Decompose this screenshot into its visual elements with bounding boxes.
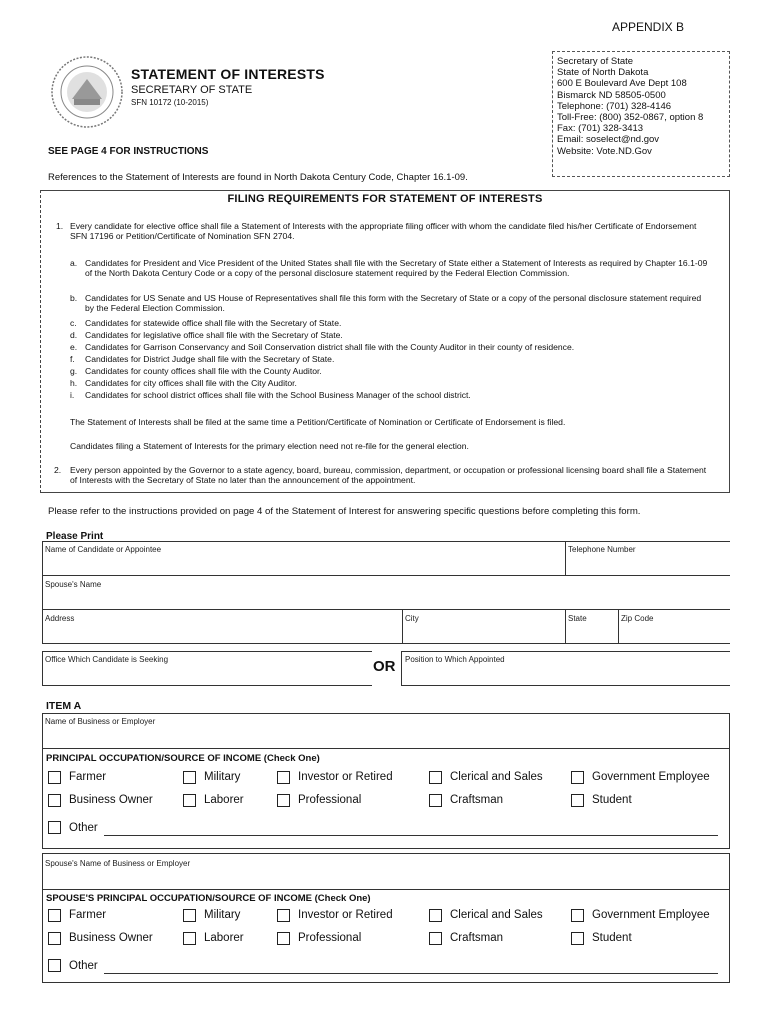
position-input[interactable] — [406, 666, 728, 684]
laborer-checkbox[interactable] — [183, 794, 196, 807]
laborer-label: Laborer — [204, 794, 244, 806]
contact-box — [552, 51, 730, 177]
telephone-input[interactable] — [570, 556, 729, 574]
divider — [565, 541, 566, 575]
investor-checkbox[interactable] — [277, 771, 290, 784]
spouse-label: Spouse's Name — [45, 580, 102, 589]
spouse-occupation-title: SPOUSE'S PRINCIPAL OCCUPATION/SOURCE OF INCOME (Check One) — [46, 893, 371, 904]
filing-title: FILING REQUIREMENTS FOR STATEMENT OF INTERESTS — [227, 193, 543, 205]
divider — [42, 651, 43, 685]
title-block — [131, 66, 325, 107]
business-label: Name of Business or Employer — [45, 717, 156, 726]
item-2-number: 2. — [54, 465, 62, 475]
office-label: Office Which Candidate is Seeking — [45, 655, 169, 664]
letter-c: c. — [70, 318, 77, 328]
letter-f: f. — [70, 354, 75, 364]
same-time-note: The Statement of Interests shall be filed at the same time a Petition/Certificate of Nomination or Certificate of Endorsement is filed. — [70, 417, 566, 427]
divider — [42, 643, 730, 644]
state-seal-icon — [50, 55, 124, 129]
zip-label: Zip Code — [621, 614, 654, 623]
spouse-investor-checkbox[interactable] — [277, 909, 290, 922]
state-label: State — [568, 614, 587, 623]
spouse-other-label: Other — [69, 960, 98, 972]
divider — [565, 609, 566, 643]
contact-line: State of North Dakota — [557, 67, 649, 79]
letter-h: h. — [70, 378, 78, 388]
form-title: STATEMENT OF INTERESTS — [131, 66, 325, 82]
see-page-note: SEE PAGE 4 FOR INSTRUCTIONS — [48, 146, 209, 157]
professional-checkbox[interactable] — [277, 794, 290, 807]
letter-i: i. — [70, 390, 75, 400]
craftsman-label: Craftsman — [450, 794, 504, 806]
item-a-title: ITEM A — [46, 700, 82, 712]
subitem-c: Candidates for statewide office shall file with the Secretary of State. — [85, 318, 342, 328]
divider — [42, 609, 730, 610]
spouse-government-label: Government Employee — [592, 909, 710, 921]
name-label: Name of Candidate or Appointee — [45, 545, 162, 554]
other-input[interactable] — [106, 820, 720, 836]
spouse-laborer-label: Laborer — [204, 932, 244, 944]
divider — [401, 651, 730, 652]
divider — [42, 685, 372, 686]
other-checkbox[interactable] — [48, 821, 61, 834]
item-2-text: Every person appointed by the Governor to a state agency, board, bureau, commission, department, or occupation or professional licensing board shall file a Statement of Interests with the Secretary of State no later than the announcement of the appointment. — [70, 465, 707, 486]
farmer-checkbox[interactable] — [48, 771, 61, 784]
spouse-student-label: Student — [592, 932, 632, 944]
address-label: Address — [45, 614, 75, 623]
state-input[interactable] — [569, 624, 618, 642]
occupation-title: PRINCIPAL OCCUPATION/SOURCE OF INCOME (Check One) — [46, 753, 320, 764]
spouse-business-owner-label: Business Owner — [69, 932, 153, 944]
divider — [42, 575, 43, 609]
contact-line: Secretary of State — [557, 56, 634, 67]
divider — [42, 748, 730, 749]
spouse-business-owner-checkbox[interactable] — [48, 932, 61, 945]
spouse-farmer-label: Farmer — [69, 909, 107, 921]
subitem-d: Candidates for legislative office shall file with the Secretary of State. — [85, 330, 343, 340]
business-owner-checkbox[interactable] — [48, 794, 61, 807]
office-input[interactable] — [48, 666, 370, 684]
contact-line: Website: Vote.ND.Gov — [557, 145, 652, 157]
divider — [402, 609, 403, 643]
please-print-label: Please Print — [46, 531, 104, 542]
telephone-label: Telephone Number — [568, 545, 636, 554]
spouse-other-checkbox[interactable] — [48, 959, 61, 972]
spouse-clerical-checkbox[interactable] — [429, 909, 442, 922]
business-owner-label: Business Owner — [69, 794, 153, 806]
spouse-military-label: Military — [204, 909, 241, 921]
item-1-number: 1. — [56, 221, 64, 231]
spouse-military-checkbox[interactable] — [183, 909, 196, 922]
spouse-business-label: Spouse's Name of Business or Employer — [45, 859, 191, 868]
spouse-other-input[interactable] — [106, 958, 720, 974]
divider — [42, 575, 730, 576]
divider — [42, 541, 43, 575]
subitem-i: Candidates for school district offices shall file with the School Business Manager of the school district. — [85, 390, 471, 400]
military-label: Military — [204, 771, 241, 783]
letter-d: d. — [70, 330, 78, 340]
contact-line: Fax: (701) 328-3413 — [557, 123, 644, 135]
clerical-label: Clerical and Sales — [450, 771, 543, 783]
contact-line: Email: soselect@nd.gov — [557, 134, 660, 146]
divider — [401, 651, 402, 685]
subitem-f: Candidates for District Judge shall file with the Secretary of State. — [85, 354, 335, 364]
divider — [618, 609, 619, 643]
form-subtitle: SECRETARY OF STATE — [131, 84, 253, 96]
item-1-text: Every candidate for elective office shall file a Statement of Interests with the appropriate filing officer with whom the candidate filed his/her Certificate of Endorsement SFN 17196 or Petition/Certificate of Nomination SFN 2704. — [70, 221, 697, 242]
references-note: References to the Statement of Interests are found in North Dakota Century Code, Chapter 16.1-09. — [48, 172, 468, 183]
appendix-label: APPENDIX B — [612, 20, 685, 34]
city-input[interactable] — [406, 624, 565, 642]
name-input[interactable] — [48, 556, 562, 574]
spouse-laborer-checkbox[interactable] — [183, 932, 196, 945]
spouse-clerical-label: Clerical and Sales — [450, 909, 543, 921]
primary-note: Candidates filing a Statement of Interests for the primary election need not re-file for the general election. — [70, 441, 469, 451]
other-label: Other — [69, 822, 98, 834]
student-label: Student — [592, 794, 632, 806]
investor-label: Investor or Retired — [298, 771, 393, 783]
professional-label: Professional — [298, 794, 362, 806]
zip-input[interactable] — [622, 624, 730, 642]
contact-line: Toll-Free: (800) 352-0867, option 8 — [557, 112, 704, 124]
subitem-g: Candidates for county offices shall file with the County Auditor. — [85, 366, 322, 376]
letter-b: b. — [70, 293, 78, 303]
or-label: OR — [373, 658, 396, 675]
city-label: City — [405, 614, 419, 623]
address-input[interactable] — [48, 624, 400, 642]
contact-line: Bismarck ND 58505-0500 — [557, 89, 666, 101]
government-checkbox[interactable] — [571, 771, 584, 784]
farmer-label: Farmer — [69, 771, 107, 783]
craftsman-checkbox[interactable] — [429, 794, 442, 807]
spouse-government-checkbox[interactable] — [571, 909, 584, 922]
contact-line: 600 E Boulevard Ave Dept 108 — [557, 78, 687, 90]
spouse-investor-label: Investor or Retired — [298, 909, 393, 921]
letter-g: g. — [70, 366, 78, 376]
position-label: Position to Which Appointed — [405, 655, 505, 664]
spouse-craftsman-checkbox[interactable] — [429, 932, 442, 945]
spouse-farmer-checkbox[interactable] — [48, 909, 61, 922]
subitem-h: Candidates for city offices shall file with the City Auditor. — [85, 378, 297, 388]
divider — [401, 685, 730, 686]
business-input[interactable] — [48, 728, 722, 746]
subitem-b: Candidates for US Senate and US House of Representatives shall file this form with the Secretary of State or a copy of the personal disclosure statement required by the Federal Election Commission. — [85, 293, 702, 314]
divider — [42, 889, 730, 890]
form-number: SFN 10172 (10-2015) — [131, 98, 209, 107]
divider — [42, 541, 730, 542]
contact-line: Telephone: (701) 328-4146 — [557, 100, 672, 112]
spouse-input[interactable] — [48, 590, 722, 608]
letter-e: e. — [70, 342, 78, 352]
clerical-checkbox[interactable] — [429, 771, 442, 784]
subitem-a: Candidates for President and Vice President of the United States shall file with the Secretary of State either a Statement of Interests as required by Chapter 16.1-09 of the North Dakota Century Code or a copy of the personal disclosure statement required by the Federal Election Commission. — [85, 258, 708, 279]
refer-note: Please refer to the instructions provided on page 4 of the Statement of Interest for answering specific questions before completing this form. — [48, 506, 641, 517]
spouse-professional-checkbox[interactable] — [277, 932, 290, 945]
spouse-student-checkbox[interactable] — [571, 932, 584, 945]
spouse-craftsman-label: Craftsman — [450, 932, 504, 944]
government-label: Government Employee — [592, 771, 710, 783]
divider — [42, 651, 372, 652]
spouse-professional-label: Professional — [298, 932, 362, 944]
divider — [42, 609, 43, 643]
letter-a: a. — [70, 258, 78, 268]
military-checkbox[interactable] — [183, 771, 196, 784]
student-checkbox[interactable] — [571, 794, 584, 807]
subitem-e: Candidates for Garrison Conservancy and Soil Conservation district shall file with the County Auditor in their county of residence. — [85, 342, 575, 352]
spouse-business-input[interactable] — [48, 870, 722, 888]
